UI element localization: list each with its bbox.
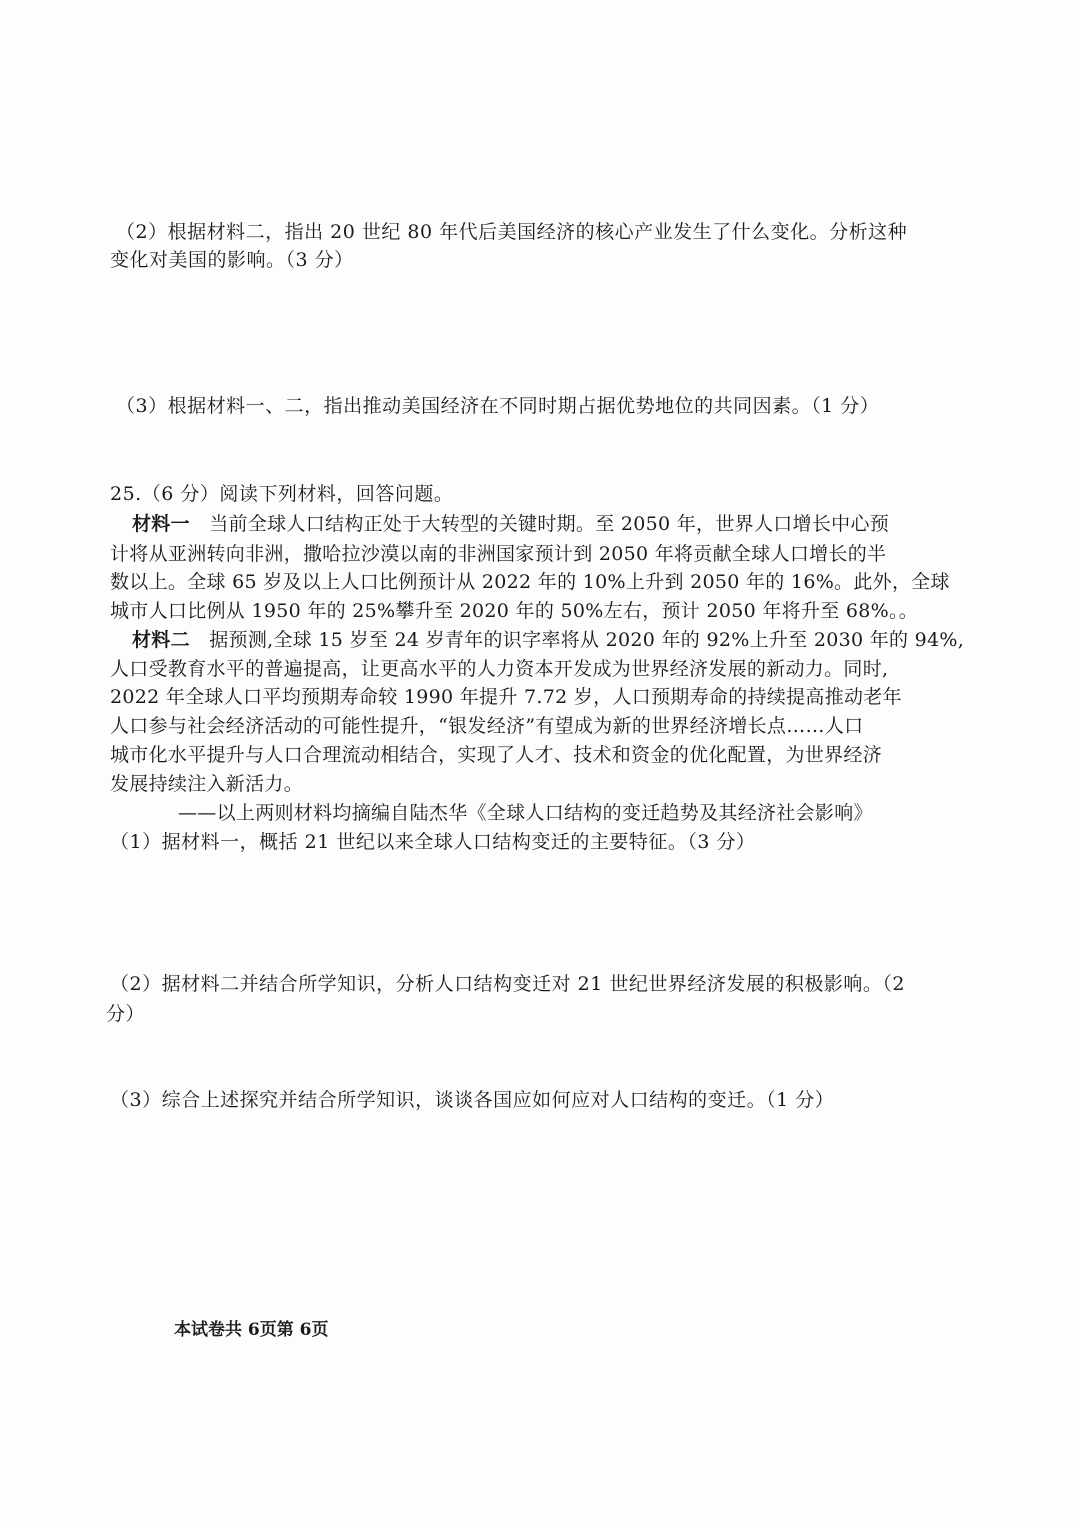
q24-sub3-line1: （3）根据材料一、二，指出推动美国经济在不同时期占据优势地位的共同因素。（1 分） bbox=[116, 395, 880, 417]
material1-text: 当前全球人口结构正处于大转型的关键时期。至 2050 年，世界人口增长中心预 bbox=[209, 513, 890, 535]
q24-sub2-line2: 变化对美国的影响。（3 分） bbox=[110, 249, 354, 271]
material1-label: 材料一 bbox=[132, 513, 190, 535]
q25-header: 25.（6 分）阅读下列材料，回答问题。 bbox=[110, 483, 454, 505]
q25-material2-line1 bbox=[132, 626, 964, 654]
q25-sub3: （3）综合上述探究并结合所学知识，谈谈各国应如何应对人口结构的变迁。（1 分） bbox=[110, 1089, 835, 1111]
q25-material1-line2: 计将从亚洲转向非洲，撒哈拉沙漠以南的非洲国家预计到 2050 年将贡献全球人口增长的半 bbox=[110, 543, 887, 565]
q25-material2-line2: 人口受教育水平的普遍提高，让更高水平的人力资本开发成为世界经济发展的新动力。同时, bbox=[110, 658, 889, 680]
material2-text: 据预测,全球 15 岁至 24 岁青年的识字率将从 2020 年的 92%上升至 2030 年的 94%, bbox=[209, 629, 965, 651]
q25-sub2-line2: 分） bbox=[106, 1003, 146, 1025]
q25-material1-line1 bbox=[132, 510, 889, 538]
q25-material2-line6: 发展持续注入新活力。 bbox=[110, 773, 304, 795]
q25-material2-line4: 人口参与社会经济活动的可能性提升，“银发经济”有望成为新的世界经济增长点……人口 bbox=[110, 715, 864, 737]
q25-sub2-line1: （2）据材料二并结合所学知识，分析人口结构变迁对 21 世纪世界经济发展的积极影响。（2 bbox=[110, 973, 905, 995]
q25-material2-line3: 2022 年全球人口平均预期寿命较 1990 年提升 7.72 岁，人口预期寿命的持续提高推动老年 bbox=[110, 686, 902, 708]
material2-label: 材料二 bbox=[132, 629, 190, 651]
q25-material1-line3: 数以上。全球 65 岁及以上人口比例预计从 2022 年的 10%上升到 2050 年的 16%。此外，全球 bbox=[110, 571, 950, 593]
q25-material2-line5: 城市化水平提升与人口合理流动相结合，实现了人才、技术和资金的优化配置，为世界经济 bbox=[110, 744, 883, 766]
q25-source: ——以上两则材料均摘编自陆杰华《全球人口结构的变迁趋势及其经济社会影响》 bbox=[178, 802, 873, 824]
q25-sub1: （1）据材料一，概括 21 世纪以来全球人口结构变迁的主要特征。（3 分） bbox=[110, 831, 756, 853]
q25-material1-line4: 城市人口比例从 1950 年的 25%攀升至 2020 年的 50%左右，预计 2050 年将升至 68%。。 bbox=[110, 600, 919, 622]
q24-sub2-line1: （2）根据材料二，指出 20 世纪 80 年代后美国经济的核心产业发生了什么变化。分析这种 bbox=[116, 221, 908, 243]
page-footer: 本试卷共 6页第 6页 bbox=[174, 1320, 329, 1340]
